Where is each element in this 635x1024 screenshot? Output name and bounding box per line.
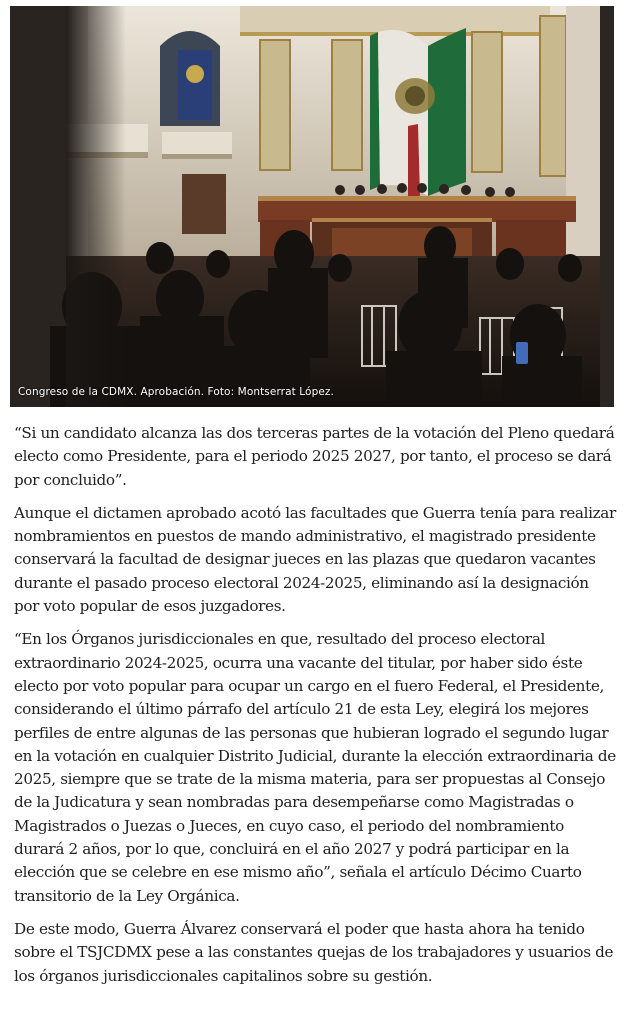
congress-chamber-illustration <box>10 6 614 407</box>
article-photo <box>10 6 614 407</box>
photo-caption: Congreso de la CDMX. Aprobación. Foto: Montserrat López. <box>18 386 334 398</box>
article-paragraph: “En los Órganos jurisdiccionales en que, resultado del proceso electoral extraordinario 2024-2025, ocurra una vacante del titular, por haber sido éste electo por voto popular para ocupar un cargo en el fuero Federal, el Presidente, considerando el último párrafo del artículo 21 de esta Ley, elegirá los mejores perfiles de entre algunas de las personas que hubieran logrado el segundo lugar en la votación en cualquier Distrito Judicial, durante la elección extraordinaria de 2025, siempre que se trate de la misma materia, para ser propuestas al Consejo de la Judicatura y sean nombradas para desempeñarse como Magistradas o Magistrados o Juezas o Jueces, en cuyo caso, el periodo del nombramiento durará 2 años, por lo que, concluirá en el año 2027 y podrá participar en la elección que se celebre en ese mismo año”, señala el artículo Décimo Cuarto transitorio de la Ley Orgánica. <box>14 630 616 905</box>
article-paragraph: Aunque el dictamen aprobado acotó las facultades que Guerra tenía para realizar nombramientos en puestos de mando administrativo, el magistrado presidente conservará la facultad de designar jueces en las plazas que quedaron vacantes durante el pasado proceso electoral 2024-2025, eliminando así la designación por voto popular de esos juzgadores. <box>14 503 616 616</box>
article-paragraph: “Si un candidato alcanza las dos terceras partes de la votación del Pleno quedará electo como Presidente, para el periodo 2025 2027, por tanto, el proceso se dará por concluido”. <box>14 424 615 489</box>
article-paragraph: De este modo, Guerra Álvarez conservará el poder que hasta ahora ha tenido sobre el TSJCDMX pese a las constantes quejas de los trabajadores y usuarios de los órganos jurisdiccionales capitalinos sobre su gestión. <box>14 919 614 985</box>
article-body <box>14 422 618 998</box>
